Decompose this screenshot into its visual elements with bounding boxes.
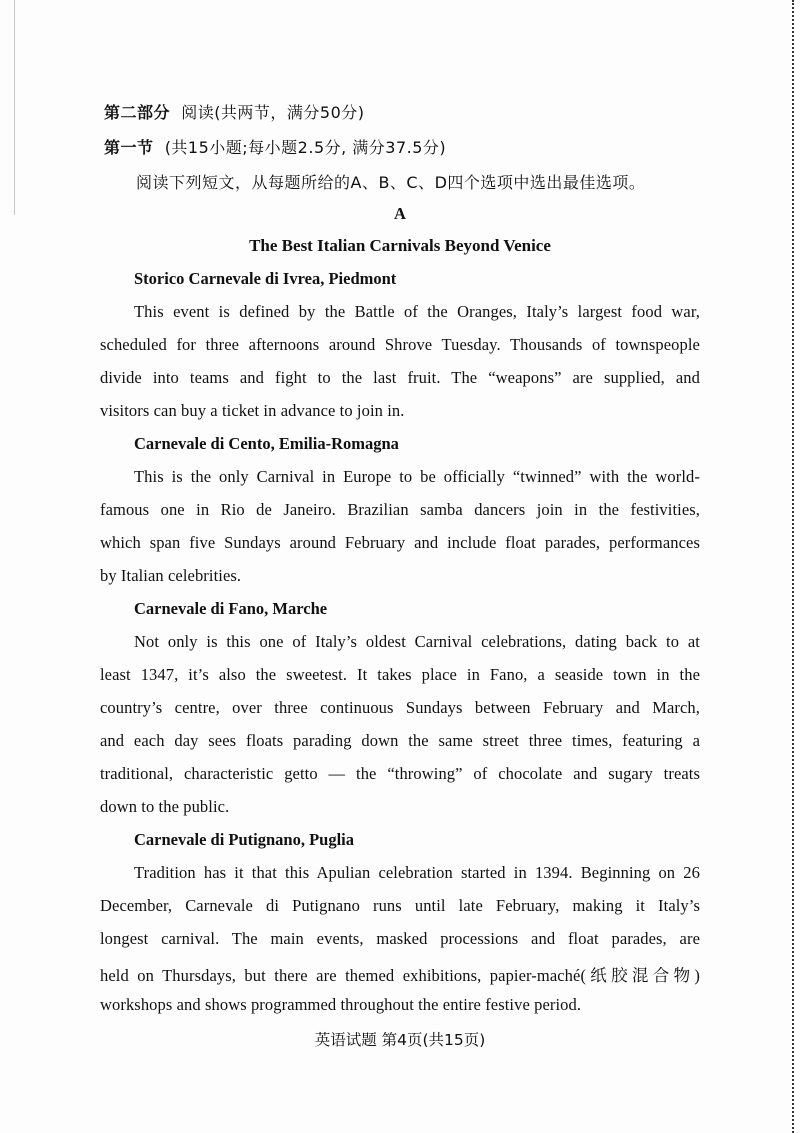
- part-label: 第二部分: [104, 103, 171, 122]
- binding-edge: [792, 0, 800, 1133]
- passage-letter: A: [394, 204, 406, 223]
- paragraph-line: famous one in Rio de Janeiro. Brazilian samba dancers join in the festivities,: [100, 500, 700, 519]
- passage-title: The Best Italian Carnivals Beyond Venice: [249, 236, 551, 255]
- paragraph-line: Tradition has it that this Apulian celebration started in 1394. Beginning on 26: [134, 863, 700, 882]
- paragraph-line: This is the only Carnival in Europe to be officially “twinned” with the world-: [134, 467, 700, 486]
- page-footer: 英语试题 第4页(共15页): [314, 1031, 486, 1049]
- paragraph-line: and each day sees floats parading down the same street three times, featuring a: [100, 731, 700, 750]
- section-heading: [104, 135, 446, 158]
- paragraph-line: workshops and shows programmed throughout the entire festive period.: [100, 995, 582, 1014]
- scan-margin-line: [14, 0, 15, 215]
- section-heading-ivrea: Storico Carnevale di Ivrea, Piedmont: [134, 269, 397, 288]
- paragraph-line: longest carnival. The main events, masked processions and float parades, are: [100, 929, 700, 948]
- part-heading: [104, 100, 365, 123]
- paragraph-line: down to the public.: [100, 797, 230, 816]
- paragraph-line: visitors can buy a ticket in advance to join in.: [100, 401, 405, 420]
- paragraph-line: country’s centre, over three continuous Sundays between February and March,: [100, 698, 700, 717]
- paragraph-line: held on Thursdays, but there are themed exhibitions, papier-maché(纸胶混合物): [100, 966, 700, 985]
- paragraph-line: by Italian celebrities.: [100, 566, 242, 585]
- part-description: 阅读(共两节，满分50分): [181, 103, 365, 122]
- instruction-text: 阅读下列短文，从每题所给的A、B、C、D四个选项中选出最佳选项。: [136, 173, 646, 192]
- paragraph-line: December, Carnevale di Putignano runs until late February, making it Italy’s: [100, 896, 700, 915]
- paragraph-line: traditional, characteristic getto — the “throwing” of chocolate and sugary treats: [100, 764, 700, 783]
- paragraph-line: which span five Sundays around February and include float parades, performances: [100, 533, 700, 552]
- paragraph-line: least 1347, it’s also the sweetest. It takes place in Fano, a seaside town in the: [100, 665, 700, 684]
- section-heading-fano: Carnevale di Fano, Marche: [134, 599, 328, 618]
- section-heading-putignano: Carnevale di Putignano, Puglia: [134, 830, 355, 849]
- paragraph-line: divide into teams and fight to the last fruit. The “weapons” are supplied, and: [100, 368, 700, 387]
- section-description: (共15小题;每小题2.5分, 满分37.5分): [164, 138, 447, 157]
- section-label: 第一节: [104, 138, 154, 157]
- paragraph-line: This event is defined by the Battle of the Oranges, Italy’s largest food war,: [134, 302, 700, 321]
- section-heading-cento: Carnevale di Cento, Emilia-Romagna: [134, 434, 399, 453]
- paragraph-line: Not only is this one of Italy’s oldest Carnival celebrations, dating back to at: [134, 632, 700, 651]
- paragraph-line: scheduled for three afternoons around Shrove Tuesday. Thousands of townspeople: [100, 335, 700, 354]
